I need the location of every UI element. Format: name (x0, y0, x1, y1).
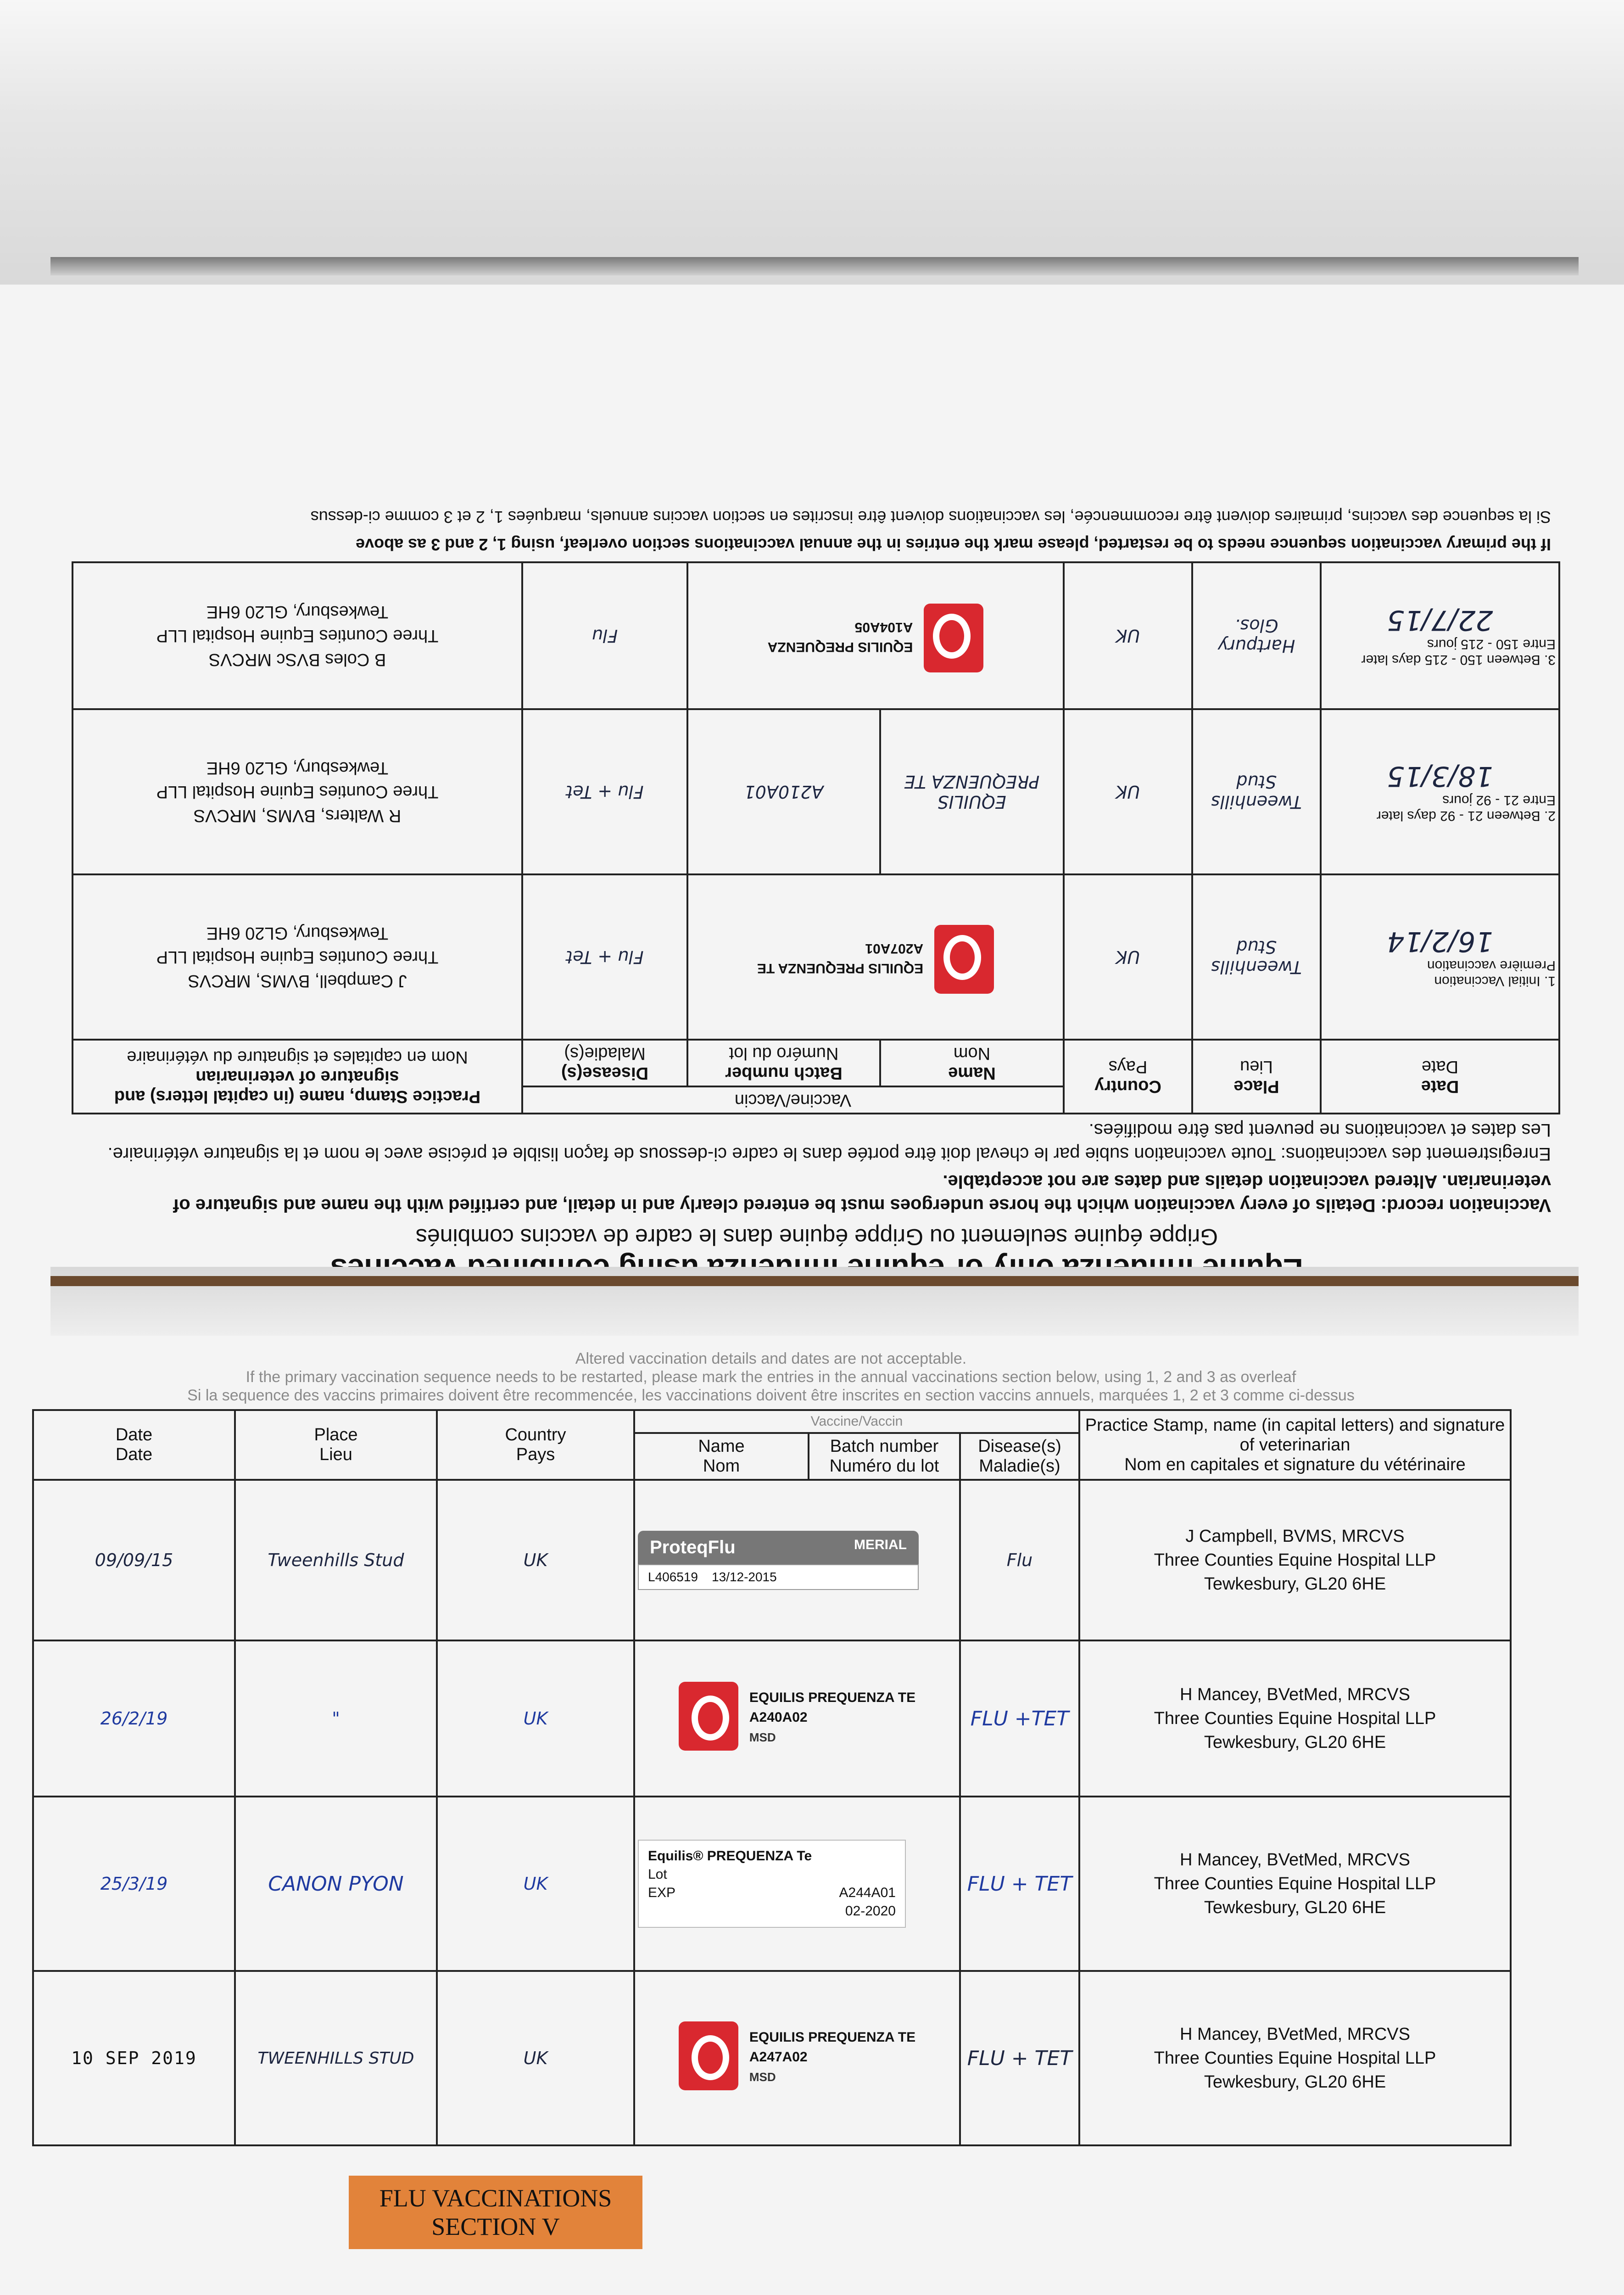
header-date: Date Date (1321, 1040, 1559, 1114)
table-row (33, 1640, 1511, 1797)
country-cell: UK (437, 1640, 634, 1797)
instructions-fr: Enregistrement des vaccinations: Toute vaccination subie par le cheval doit être portée dans le cadre ci-dessous de façon lisible et précise avec le nom et la signature vétérinaire. Les dates et vaccinations ne peuvent pas être modifiées. (107, 1120, 1551, 1164)
page-fold (50, 257, 1579, 275)
header-vaccine: Vaccine/Vaccin (522, 1086, 1064, 1114)
restart-note-fr: Si la sequence des vaccins, primaires doivent être recommencée, les vaccinations doivent être inscrites en section vaccins annuels, marquées 1, 2 et 3 comme ci-dessus (310, 508, 1551, 526)
header-name: Name Nom (880, 1040, 1064, 1086)
name-cell: EQUILIS PREQUENZA TE (880, 709, 1064, 874)
faint-line: If the primary vaccination sequence needs to be restarted, please mark the entries in the annual vaccinations section below, using 1, 2 and 3 as overleaf (246, 1368, 1296, 1386)
upside-down-page (73, 349, 1560, 1313)
header-date: Date Date (33, 1410, 235, 1480)
table-row (73, 709, 1559, 874)
date-cell: 2. Between 21 - 92 days later Entre 21 - 92 jours 18/3/15 (1321, 709, 1559, 874)
header-place: Place Lieu (235, 1410, 437, 1480)
header-stamp: Practice Stamp, name (in capital letters) and signature of veterinarian Nom en capitales et signature du vétérinaire (1079, 1410, 1511, 1480)
msd-logo-icon: MSD (749, 1730, 776, 1744)
vet-stamp: H Mancey, BVetMed, MRCVS Three Counties Equine Hospital LLP Tewkesbury, GL20 6HE (1079, 1797, 1511, 1971)
disease-cell: Flu + Tet (522, 874, 687, 1040)
vaccine-label-cell: EQUILIS PREQUENZA A104A05 (687, 562, 1064, 709)
date-cell: 1. Initial Vaccination Première vaccination 16/2/14 (1321, 874, 1559, 1040)
disease-cell: FLU + TET (960, 1797, 1079, 1971)
place-cell: CANON PYON (235, 1797, 437, 1971)
header-place: Place Lieu (1192, 1040, 1321, 1114)
vaccine-label-cell: EQUILIS PREQUENZA TE A240A02 MSD (634, 1640, 960, 1797)
page-divider (50, 1276, 1579, 1286)
date-cell: 09/09/15 (33, 1480, 235, 1640)
disease-cell: Flu (960, 1480, 1079, 1640)
country-cell: UK (1064, 709, 1192, 874)
table-row (73, 562, 1559, 709)
date-stamp: 10 SEP 2019 (33, 1971, 235, 2145)
header-batch: Batch number Numéro du lot (809, 1433, 960, 1480)
header-name: Name Nom (634, 1433, 809, 1480)
prequenza-logo-icon (679, 2021, 738, 2090)
section-subheading: Grippe équine seulement ou Grippe équine dans le cadre de vaccins combinés (415, 1224, 1218, 1250)
vaccine-label-cell: EQUILIS PREQUENZA TE A207A01 (687, 874, 1064, 1040)
header-disease: Disease(s) Maladie(s) (522, 1040, 687, 1086)
table-row (33, 1797, 1511, 1971)
vet-stamp: B Coles BVSc MRCVS Three Counties Equine Hospital LLP Tewkesbury, GL20 6HE (73, 562, 522, 709)
vaccine-label-cell: EQUILIS PREQUENZA TE A247A02 MSD (634, 1971, 960, 2145)
faint-line: Altered vaccination details and dates are not acceptable. (575, 1350, 967, 1367)
vet-stamp: J Campbell, BVMS, MRCVS Three Counties Equine Hospital LLP Tewkesbury, GL20 6HE (1079, 1480, 1511, 1640)
country-cell: UK (1064, 874, 1192, 1040)
vet-stamp: H Mancey, BVetMed, MRCVS Three Counties Equine Hospital LLP Tewkesbury, GL20 6HE (1079, 1971, 1511, 2145)
faint-line: Si la sequence des vaccins primaires doivent être recommencée, les vaccinations doivent être inscrites en section vaccins annuels, marquées 1, 2 et 3 comme ci-dessus (187, 1387, 1355, 1404)
instructions-en: Vaccination record: Details of every vaccination which the horse undergoes must be entered clearly and in detail, and certified with the name and signature of veterinarian. Altered vaccination details and dates are not acceptable. (173, 1171, 1551, 1215)
disease-cell: Flu + Tet (522, 709, 687, 874)
vaccine-label-cell (634, 1480, 960, 1640)
prequenza-logo-icon (924, 604, 983, 672)
place-cell: Tweenhills Stud (1192, 709, 1321, 874)
restart-note-en: If the primary vaccination sequence needs to be restarted, please mark the entries in the annual vaccinations section overleaf, using 1, 2 and 3 as above (356, 535, 1551, 554)
country-cell: UK (437, 1480, 634, 1640)
vet-stamp: J Campbell, BVMS, MRCVS Three Counties Equine Hospital LLP Tewkesbury, GL20 6HE (73, 874, 522, 1040)
date-cell: 25/3/19 (33, 1797, 235, 1971)
header-batch: Batch number Numéro du lot (687, 1040, 880, 1086)
disease-cell: FLU +TET (960, 1640, 1079, 1797)
date-cell: 26/2/19 (33, 1640, 235, 1797)
vet-stamp: H Mancey, BVetMed, MRCVS Three Counties Equine Hospital LLP Tewkesbury, GL20 6HE (1079, 1640, 1511, 1797)
scan-background-top (0, 0, 1624, 285)
place-cell: Tweenhills Stud (1192, 874, 1321, 1040)
vaccine-label-cell (634, 1797, 960, 1971)
header-country: Country Pays (1064, 1040, 1192, 1114)
annual-vaccination-page (32, 1349, 1510, 2146)
prequenza-logo-icon (934, 925, 994, 994)
country-cell: UK (1064, 562, 1192, 709)
place-cell: " (235, 1640, 437, 1797)
proteqflu-lot: L406519 13/12-2015 (638, 1564, 919, 1590)
prequenza-lot-label: Equilis® PREQUENZA Te Lot EXP A244A01 02-2020 (638, 1840, 906, 1928)
annual-vaccination-table (32, 1409, 1512, 2146)
primary-vaccination-table (72, 561, 1560, 1114)
place-cell: Hartpury Glos. (1192, 562, 1321, 709)
header-disease: Disease(s) Maladie(s) (960, 1433, 1079, 1480)
prequenza-logo-icon (679, 1682, 738, 1751)
place-cell: TWEENHILLS STUD (235, 1971, 437, 2145)
header-vaccine: Vaccine/Vaccin (634, 1410, 1079, 1433)
disease-cell: Flu (522, 562, 687, 709)
proteqflu-label: ProteqFlu MERIAL (638, 1531, 919, 1564)
header-stamp: Practice Stamp, name (in capital letters) and signature of veterinarian Nom en capitales et signature du vétérinaire (73, 1040, 522, 1114)
country-cell: UK (437, 1971, 634, 2145)
table-row (73, 874, 1559, 1040)
msd-logo-icon: MSD (749, 2070, 776, 2084)
table-row (33, 1971, 1511, 2145)
country-cell: UK (437, 1797, 634, 1971)
date-cell: 3. Between 150 - 215 days later Entre 150 - 215 jours 22/7/15 (1321, 562, 1559, 709)
section-tab: FLU VACCINATIONS SECTION V (349, 2176, 642, 2249)
vet-stamp: R Walters, BVMS, MRCVS Three Counties Equine Hospital LLP Tewkesbury, GL20 6HE (73, 709, 522, 874)
batch-cell: A210A01 (687, 709, 880, 874)
header-country: Country Pays (437, 1410, 634, 1480)
place-cell: Tweenhills Stud (235, 1480, 437, 1640)
table-row (33, 1480, 1511, 1640)
disease-cell: FLU + TET (960, 1971, 1079, 2145)
